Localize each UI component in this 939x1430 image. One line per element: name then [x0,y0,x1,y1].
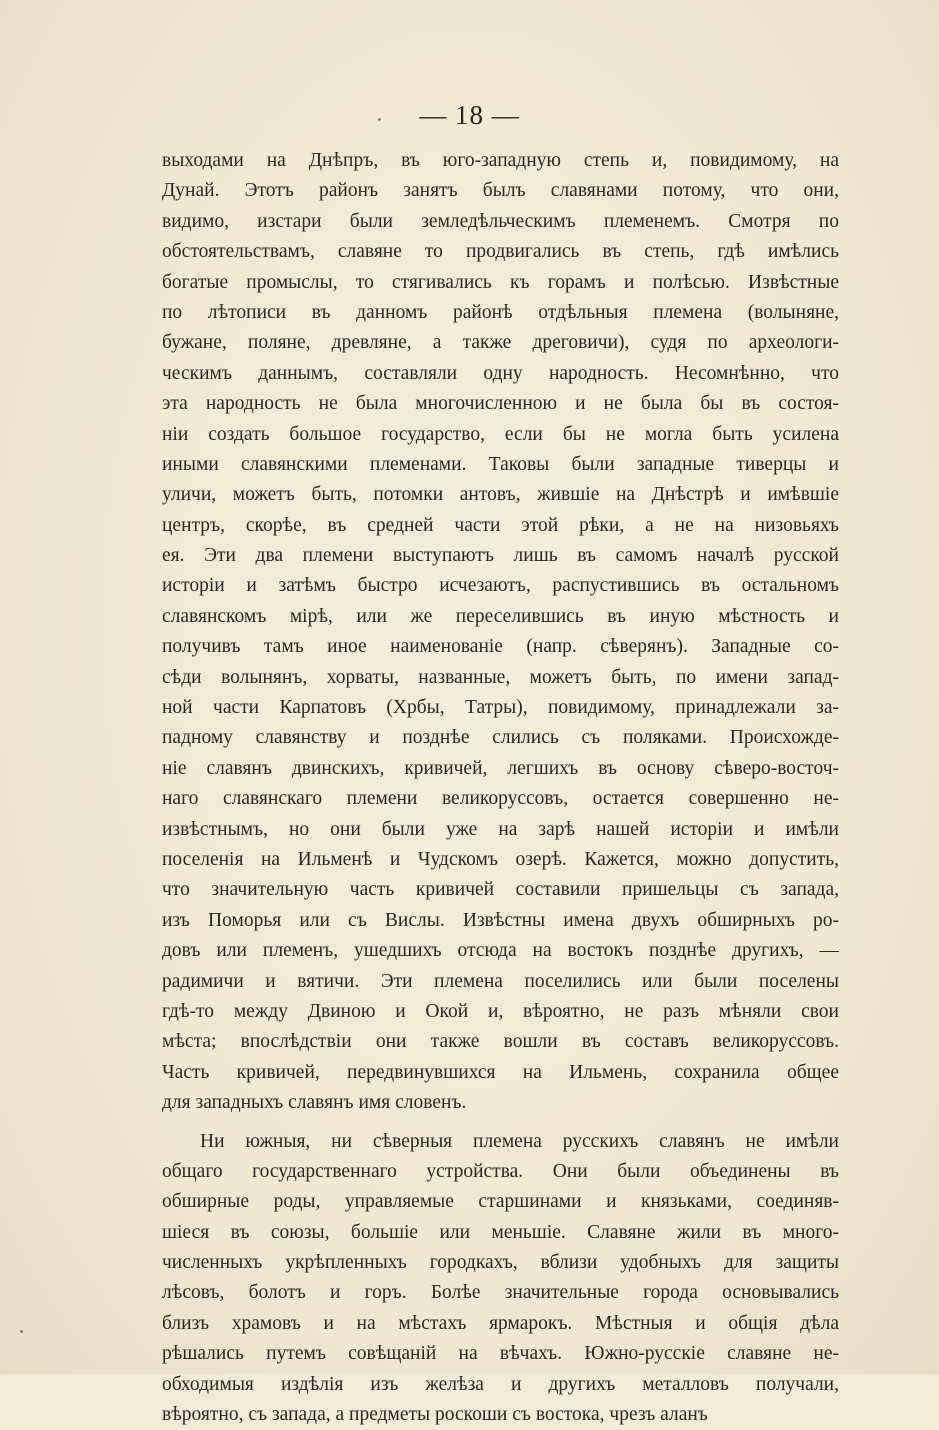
text-line: богатые промыслы, то стягивались къ горамъ и полѣсью. Извѣстные [162,268,839,298]
text-line: сѣди волынянъ, хорваты, названные, можетъ быть, по имени запад- [162,663,839,693]
text-line: эта народность не была многочисленною и не была бы въ состоя- [162,389,839,419]
text-line: близъ храмовъ и на мѣстахъ ярмарокъ. Мѣстныя и общія дѣла [162,1309,839,1339]
text-line: общаго государственнаго устройства. Они были объединены въ [162,1157,839,1187]
paragraph [162,1127,839,1430]
paragraph-gap [162,1119,839,1127]
text-line: исторіи и затѣмъ быстро исчезаютъ, распустившись въ остальномъ [162,571,839,601]
text-line: поселенія на Ильменѣ и Чудскомъ озерѣ. Кажется, можно допустить, [162,845,839,875]
text-line: что значительную часть кривичей составили пришельцы съ запада, [162,875,839,905]
text-line: вѣроятно, съ запада, а предметы роскоши съ востока, чрезъ аланъ [162,1400,839,1430]
text-line: бужане, поляне, древляне, а также дреговичи), судя по археологи- [162,328,839,358]
text-line: обходимыя издѣлія изъ желѣза и другихъ металловъ получали, [162,1370,839,1400]
text-line: уличи, можетъ быть, потомки антовъ, жившіе на Днѣстрѣ и имѣвшіе [162,480,839,510]
text-line: мѣста; впослѣдствіи они также вошли въ составъ великоруссовъ. [162,1027,839,1057]
text-line: иными славянскими племенами. Таковы были западные тиверцы и [162,450,839,480]
text-line: обстоятельствамъ, славяне то продвигались въ степь, гдѣ имѣлись [162,237,839,267]
text-line: извѣстнымъ, но они были уже на зарѣ нашей исторіи и имѣли [162,815,839,845]
text-line: шіеся въ союзы, большіе или меньшіе. Славяне жили въ много- [162,1218,839,1248]
text-line: ея. Эти два племени выступаютъ лишь въ самомъ началѣ русской [162,541,839,571]
text-line: лѣсовъ, болотъ и горъ. Болѣе значительные города основывались [162,1278,839,1308]
paper-speck [378,118,381,121]
text-line: по лѣтописи въ данномъ районѣ отдѣльныя племена (волыняне, [162,298,839,328]
text-line: славянскомъ мірѣ, или же переселившись въ иную мѣстность и [162,602,839,632]
text-line: падному славянству и позднѣе слились съ поляками. Происхожде- [162,723,839,753]
text-line: выходами на Днѣпръ, въ юго-западную степь и, повидимому, на [162,146,839,176]
text-line: Часть кривичей, передвинувшихся на Ильмень, сохранила общее [162,1058,839,1088]
paragraph [162,146,839,1119]
text-line: получивъ тамъ иное наименованіе (напр. сѣверянъ). Западные со- [162,632,839,662]
text-line: наго славянскаго племени великоруссовъ, остается совершенно не- [162,784,839,814]
text-line: ческимъ даннымъ, составляли одну народность. Несомнѣнно, что [162,359,839,389]
body-text [162,146,839,1430]
text-line: центръ, скорѣе, въ средней части этой рѣки, а не на низовьяхъ [162,511,839,541]
text-line: гдѣ-то между Двиною и Окой и, вѣроятно, не разъ мѣняли свои [162,997,839,1027]
paper-speck [20,1330,23,1333]
text-line: довъ или племенъ, ушедшихъ отсюда на востокъ позднѣе другихъ, — [162,936,839,966]
text-line: ной части Карпатовъ (Хрбы, Татры), повидимому, принадлежали за- [162,693,839,723]
text-line: ніе славянъ двинскихъ, кривичей, легшихъ въ основу сѣверо-восточ- [162,754,839,784]
text-line: видимо, изстари были земледѣльческимъ племенемъ. Смотря по [162,207,839,237]
text-line: ніи создать большое государство, если бы не могла быть усилена [162,420,839,450]
text-line: обширные роды, управляемые старшинами и князьками, соединяв- [162,1187,839,1217]
text-line: Дунай. Этотъ районъ занятъ былъ славянами потому, что они, [162,176,839,206]
text-line: изъ Поморья или съ Вислы. Извѣстны имена двухъ обширныхъ ро- [162,906,839,936]
text-line: радимичи и вятичи. Эти племена поселились или были поселены [162,967,839,997]
text-line: для западныхъ славянъ имя словенъ. [162,1088,839,1118]
page-number: — 18 — [0,100,939,131]
text-line: численныхъ укрѣпленныхъ городкахъ, вблизи удобныхъ для защиты [162,1248,839,1278]
text-line: Ни южныя, ни сѣверныя племена русскихъ славянъ не имѣли [162,1127,839,1157]
text-line: рѣшались путемъ совѣщаній на вѣчахъ. Южно-русскіе славяне не- [162,1339,839,1369]
